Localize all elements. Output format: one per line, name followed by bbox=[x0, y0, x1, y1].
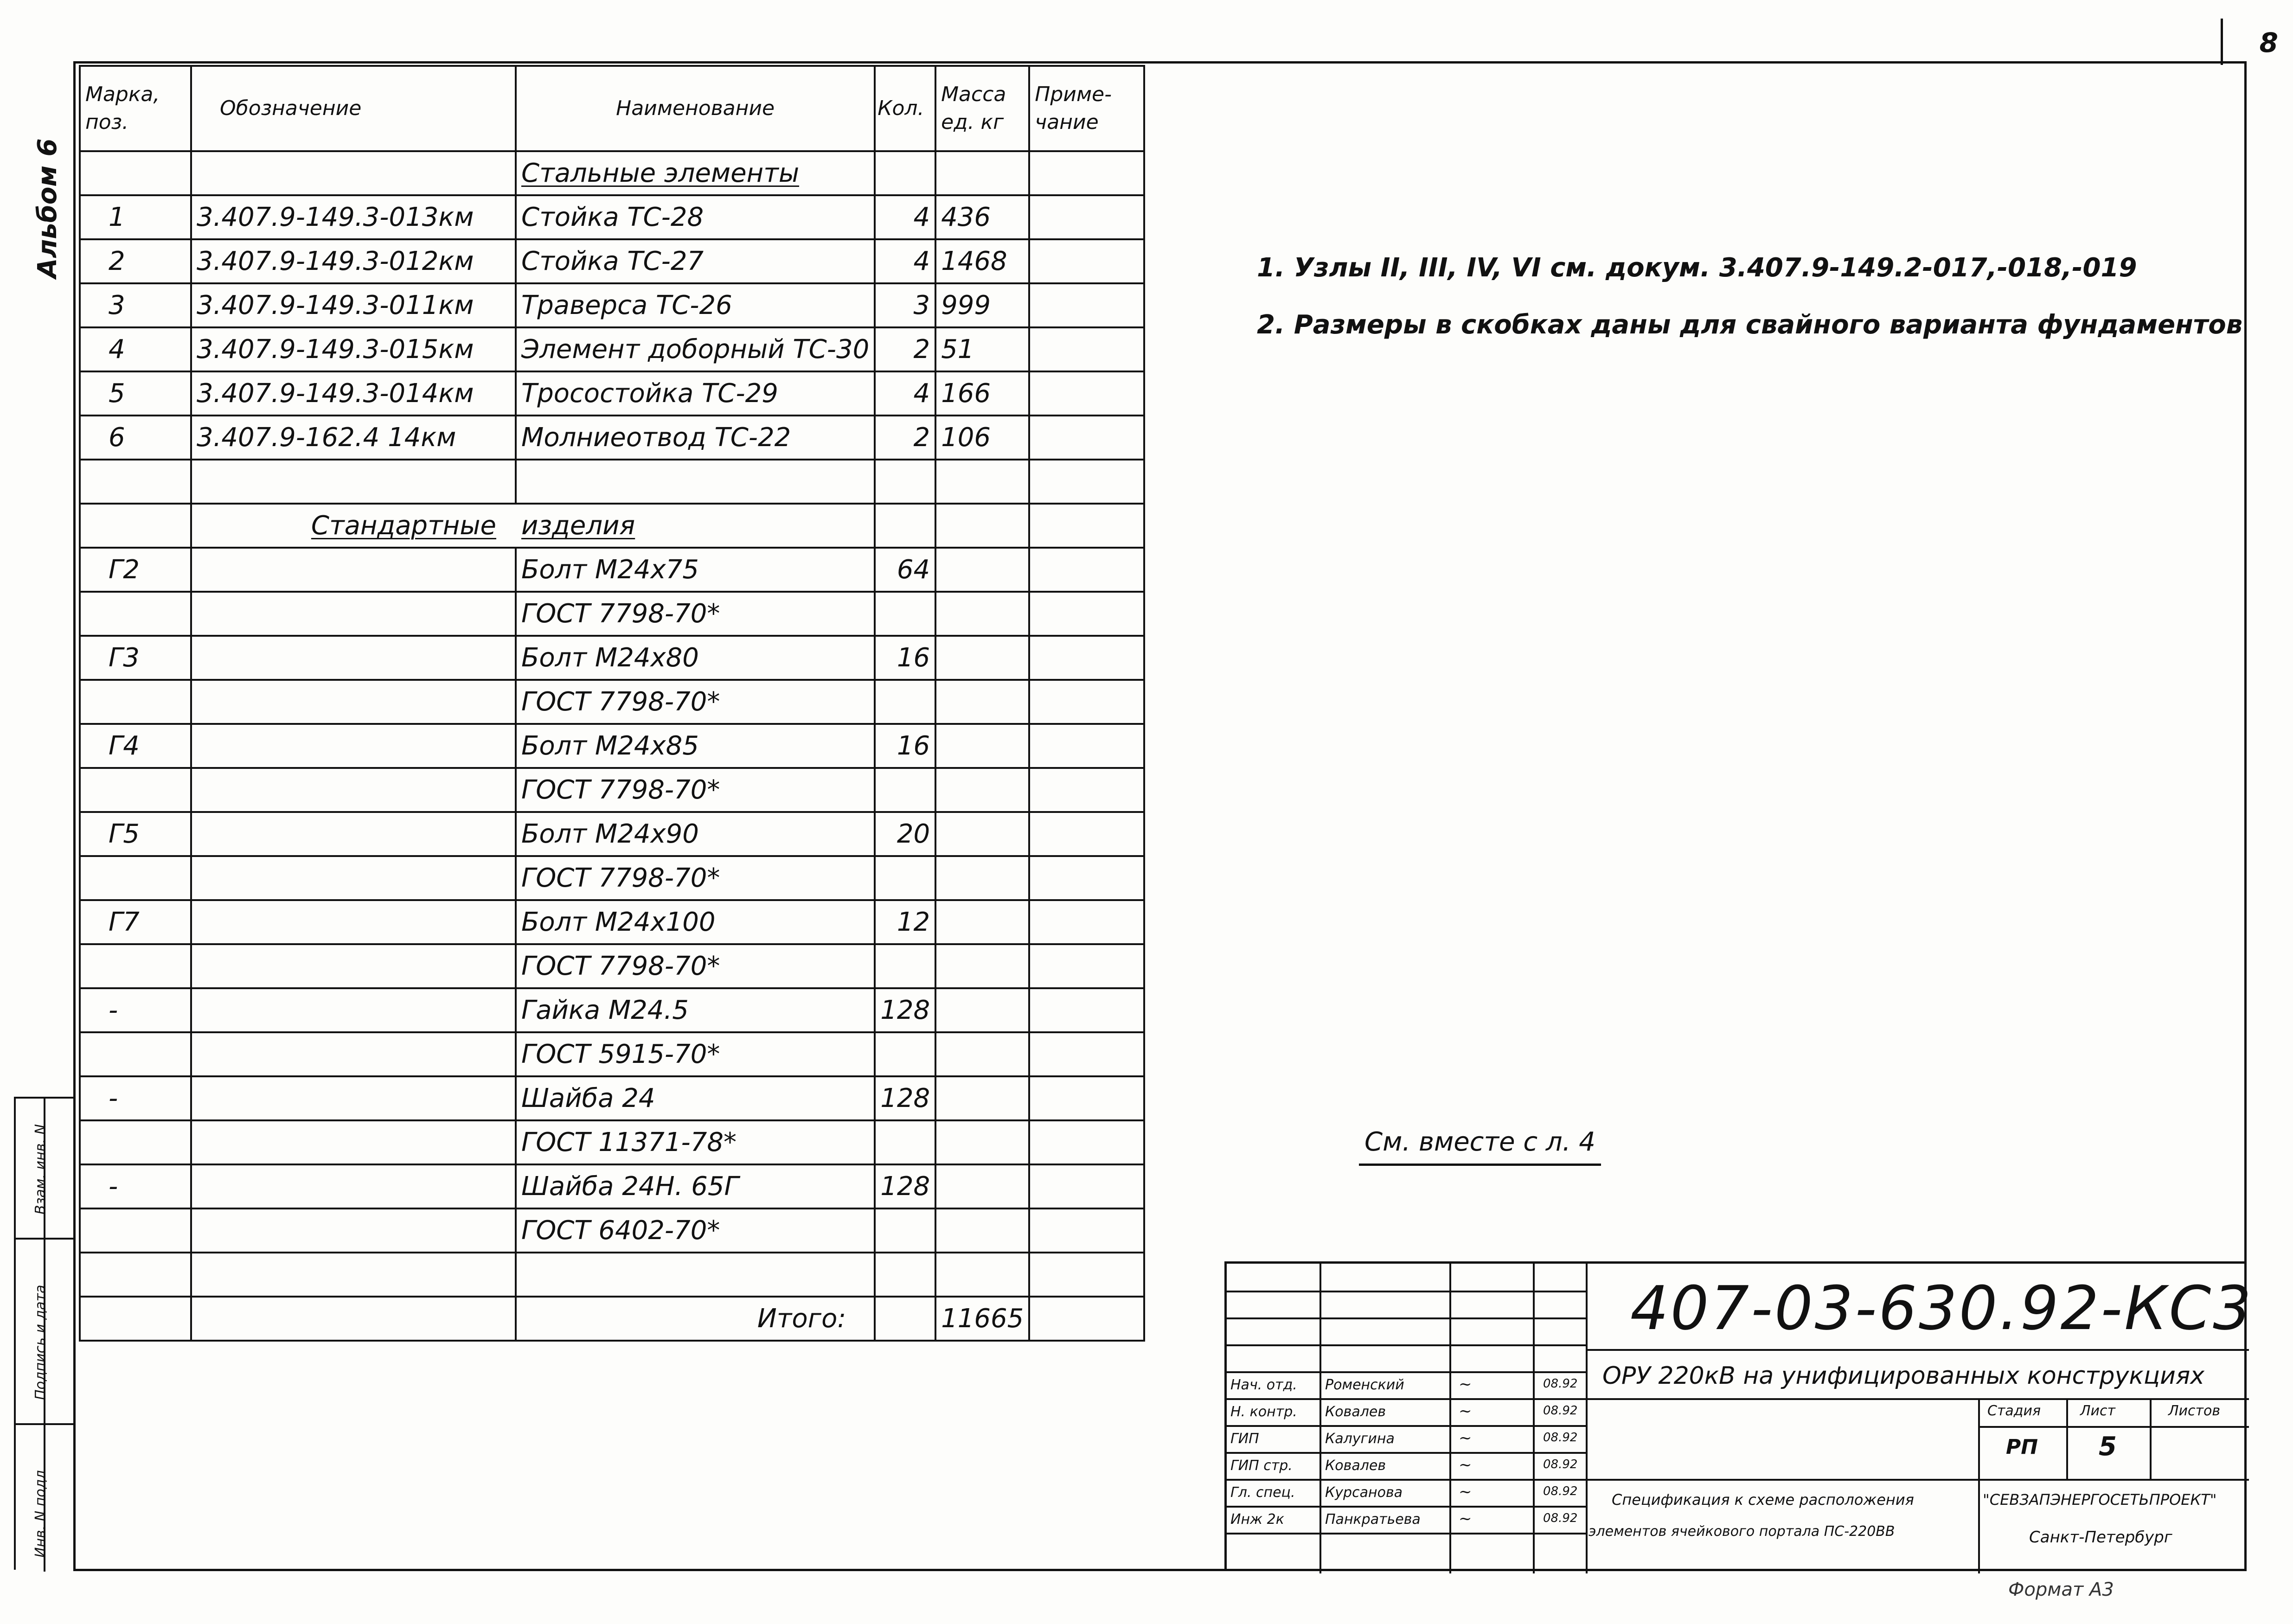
cell-qty bbox=[875, 856, 935, 900]
staff-date: 08.92 bbox=[1543, 1458, 1578, 1471]
tb-grid-line bbox=[1227, 1398, 1586, 1400]
table-row bbox=[80, 1076, 1144, 1120]
cell-designation bbox=[191, 636, 516, 680]
cell-designation bbox=[191, 768, 516, 812]
header-name: Наименование bbox=[516, 66, 875, 151]
drawing-title-line-1: Спецификация к схеме расположения bbox=[1612, 1491, 1914, 1509]
cell-designation bbox=[191, 1253, 516, 1297]
table-row bbox=[80, 1164, 1144, 1208]
organization-city: Санкт-Петербург bbox=[2029, 1528, 2172, 1547]
specification-table bbox=[79, 65, 1145, 1342]
cell-name: Тросостойка ТС-29 bbox=[516, 371, 875, 416]
cell-name: Гайка М24.5 bbox=[516, 988, 875, 1032]
table-row bbox=[80, 1253, 1144, 1297]
cell-qty: 128 bbox=[875, 1076, 935, 1120]
cell-name: Элемент доборный ТС-30 bbox=[516, 327, 875, 371]
header-mark: Марка, поз. bbox=[80, 66, 191, 151]
staff-name: Калугина bbox=[1325, 1431, 1395, 1447]
table-row bbox=[80, 680, 1144, 724]
cell-mark: - bbox=[80, 1076, 191, 1120]
cell-designation: Стандартные bbox=[191, 504, 516, 548]
cell-note bbox=[1029, 988, 1144, 1032]
cell-name: Молниеотвод ТС-22 bbox=[516, 416, 875, 460]
cell-name: Болт М24х90 bbox=[516, 812, 875, 856]
tb-grid-line bbox=[1227, 1533, 1586, 1534]
staff-signature: ~ bbox=[1459, 1375, 1472, 1394]
table-row bbox=[80, 812, 1144, 856]
cell-designation bbox=[191, 1120, 516, 1164]
cell-designation bbox=[191, 1032, 516, 1076]
table-body bbox=[80, 151, 1144, 1341]
cell-mass bbox=[935, 504, 1029, 548]
cell-designation bbox=[191, 724, 516, 768]
cell-mark bbox=[80, 1032, 191, 1076]
cell-designation bbox=[191, 151, 516, 195]
cell-mass bbox=[935, 812, 1029, 856]
cell-designation bbox=[191, 1164, 516, 1208]
cell-name: Стойка ТС-28 bbox=[516, 195, 875, 239]
table-row bbox=[80, 239, 1144, 283]
staff-signature: ~ bbox=[1459, 1509, 1472, 1528]
tb-grid-line bbox=[1586, 1479, 2249, 1481]
table-row bbox=[80, 768, 1144, 812]
cell-qty: 3 bbox=[875, 283, 935, 327]
cell-note bbox=[1029, 195, 1144, 239]
cell-name: Стальные элементы bbox=[516, 151, 875, 195]
sheet-number: 8 bbox=[2259, 27, 2278, 58]
cell-note bbox=[1029, 548, 1144, 592]
cell-mark: 1 bbox=[80, 195, 191, 239]
cell-mass bbox=[935, 724, 1029, 768]
cell-qty bbox=[875, 592, 935, 636]
cell-mark: 2 bbox=[80, 239, 191, 283]
cell-qty: 12 bbox=[875, 900, 935, 944]
cell-note bbox=[1029, 592, 1144, 636]
cell-note bbox=[1029, 944, 1144, 988]
cell-name bbox=[516, 460, 875, 504]
cell-mark: 4 bbox=[80, 327, 191, 371]
cell-mass bbox=[935, 988, 1029, 1032]
table-row bbox=[80, 1297, 1144, 1341]
cell-designation bbox=[191, 680, 516, 724]
cell-name: ГОСТ 5915-70* bbox=[516, 1032, 875, 1076]
cell-name: Шайба 24Н. 65Г bbox=[516, 1164, 875, 1208]
staff-role: Инж 2к bbox=[1230, 1511, 1284, 1528]
tb-grid-line bbox=[2066, 1398, 2068, 1479]
staff-name: Ковалев bbox=[1325, 1404, 1386, 1420]
side-stamp bbox=[14, 1097, 73, 1570]
cell-mass: 106 bbox=[935, 416, 1029, 460]
cell-name: ГОСТ 7798-70* bbox=[516, 944, 875, 988]
staff-signature: ~ bbox=[1459, 1402, 1472, 1420]
table-row bbox=[80, 724, 1144, 768]
cell-mark bbox=[80, 680, 191, 724]
tb-grid-line bbox=[1227, 1452, 1586, 1454]
table-row bbox=[80, 371, 1144, 416]
cell-note bbox=[1029, 680, 1144, 724]
cell-mark bbox=[80, 1120, 191, 1164]
note-2: 2. Размеры в скобках даны для свайного варианта фундаментов bbox=[1257, 310, 2243, 340]
cell-mass bbox=[935, 548, 1029, 592]
cell-name: ГОСТ 7798-70* bbox=[516, 592, 875, 636]
cell-qty bbox=[875, 1032, 935, 1076]
cell-mark: Г4 bbox=[80, 724, 191, 768]
format-label: Формат А3 bbox=[2008, 1579, 2114, 1600]
staff-role: Н. контр. bbox=[1230, 1404, 1297, 1420]
table-row bbox=[80, 1120, 1144, 1164]
staff-role: Нач. отд. bbox=[1230, 1377, 1297, 1393]
cell-mass bbox=[935, 151, 1029, 195]
cell-qty: 16 bbox=[875, 636, 935, 680]
cell-note bbox=[1029, 1032, 1144, 1076]
staff-date: 08.92 bbox=[1543, 1484, 1578, 1498]
tb-grid-line bbox=[1533, 1264, 1535, 1573]
cell-designation bbox=[191, 1297, 516, 1341]
tb-grid-line bbox=[1449, 1264, 1451, 1573]
cell-name: Итого: bbox=[516, 1297, 875, 1341]
cell-note bbox=[1029, 636, 1144, 680]
cell-mass bbox=[935, 460, 1029, 504]
cell-mark: 3 bbox=[80, 283, 191, 327]
cell-name: Болт М24х100 bbox=[516, 900, 875, 944]
cell-designation bbox=[191, 900, 516, 944]
side-stamp-separator bbox=[16, 1238, 75, 1240]
album-label: Альбом 6 bbox=[32, 138, 63, 278]
table-row bbox=[80, 327, 1144, 371]
title-block bbox=[1224, 1261, 2253, 1571]
tb-grid-line bbox=[1227, 1425, 1586, 1427]
sheet-value: 5 bbox=[2099, 1432, 2117, 1462]
cell-mark bbox=[80, 856, 191, 900]
cell-name: Траверса ТС-26 bbox=[516, 283, 875, 327]
cell-name: Стойка ТС-27 bbox=[516, 239, 875, 283]
cell-mark bbox=[80, 1297, 191, 1341]
tb-grid-line bbox=[1227, 1479, 1586, 1481]
cell-mass bbox=[935, 768, 1029, 812]
cell-mark bbox=[80, 1208, 191, 1253]
header-designation: Обозначение bbox=[191, 66, 516, 151]
cell-mass bbox=[935, 856, 1029, 900]
table-row bbox=[80, 636, 1144, 680]
cell-mass: 436 bbox=[935, 195, 1029, 239]
cell-note bbox=[1029, 1297, 1144, 1341]
cell-name: изделия bbox=[516, 504, 875, 548]
cell-qty bbox=[875, 1297, 935, 1341]
tb-grid-line bbox=[1586, 1264, 1588, 1573]
table-row bbox=[80, 592, 1144, 636]
staff-date: 08.92 bbox=[1543, 1404, 1578, 1418]
cell-mark bbox=[80, 460, 191, 504]
stage-value: РП bbox=[2006, 1435, 2038, 1459]
cell-note bbox=[1029, 416, 1144, 460]
staff-name: Курсанова bbox=[1325, 1484, 1403, 1501]
staff-name: Панкратьева bbox=[1325, 1511, 1421, 1528]
staff-name: Ковалев bbox=[1325, 1458, 1386, 1474]
cell-mark bbox=[80, 592, 191, 636]
cell-mark: Г3 bbox=[80, 636, 191, 680]
cell-designation bbox=[191, 460, 516, 504]
cell-mass bbox=[935, 1208, 1029, 1253]
cell-mass: 11665 bbox=[935, 1297, 1029, 1341]
cell-note bbox=[1029, 1076, 1144, 1120]
cell-designation bbox=[191, 988, 516, 1032]
organization-name: "СЕВЗАПЭНЕРГОСЕТЬПРОЕКТ" bbox=[1983, 1491, 2217, 1509]
cell-note bbox=[1029, 1208, 1144, 1253]
cell-name bbox=[516, 1253, 875, 1297]
header-mass: Масса ед. кг bbox=[935, 66, 1029, 151]
object-name: ОРУ 220кВ на унифицированных конструкциях bbox=[1602, 1362, 2204, 1390]
cell-name: ГОСТ 6402-70* bbox=[516, 1208, 875, 1253]
cell-name: ГОСТ 7798-70* bbox=[516, 680, 875, 724]
note-1: 1. Узлы II, III, IV, VI см. докум. 3.407.9-149.2-017,-018,-019 bbox=[1257, 253, 2137, 283]
see-together-note: См. вместе с л. 4 bbox=[1359, 1127, 1601, 1166]
cell-mass bbox=[935, 1076, 1029, 1120]
table-row bbox=[80, 1208, 1144, 1253]
cell-designation bbox=[191, 548, 516, 592]
cell-mass bbox=[935, 1032, 1029, 1076]
staff-date: 08.92 bbox=[1543, 1431, 1578, 1445]
cell-note bbox=[1029, 1120, 1144, 1164]
cell-designation bbox=[191, 1076, 516, 1120]
cell-mass: 999 bbox=[935, 283, 1029, 327]
cell-qty: 4 bbox=[875, 371, 935, 416]
cell-mark bbox=[80, 504, 191, 548]
cell-note bbox=[1029, 812, 1144, 856]
cell-note bbox=[1029, 371, 1144, 416]
cell-mark: Г2 bbox=[80, 548, 191, 592]
cell-note bbox=[1029, 239, 1144, 283]
table-row bbox=[80, 1032, 1144, 1076]
table-row bbox=[80, 856, 1144, 900]
table-row bbox=[80, 900, 1144, 944]
side-stamp-label-replaced-inv: Взам. инв. N bbox=[32, 1124, 49, 1215]
cell-designation: 3.407.9-149.3-012км bbox=[191, 239, 516, 283]
cell-qty: 128 bbox=[875, 1164, 935, 1208]
staff-date: 08.92 bbox=[1543, 1511, 1578, 1525]
tb-grid-line bbox=[2150, 1398, 2152, 1479]
cell-qty: 20 bbox=[875, 812, 935, 856]
staff-name: Роменский bbox=[1325, 1377, 1404, 1393]
staff-signature: ~ bbox=[1459, 1483, 1472, 1501]
sheet-label: Лист bbox=[2080, 1403, 2116, 1419]
cell-note bbox=[1029, 1253, 1144, 1297]
table-row bbox=[80, 504, 1144, 548]
cell-name: ГОСТ 7798-70* bbox=[516, 856, 875, 900]
cell-mass bbox=[935, 680, 1029, 724]
staff-role: Гл. спец. bbox=[1230, 1484, 1295, 1501]
cell-qty bbox=[875, 944, 935, 988]
cell-name: Болт М24х85 bbox=[516, 724, 875, 768]
cell-mark: 5 bbox=[80, 371, 191, 416]
staff-signature: ~ bbox=[1459, 1456, 1472, 1474]
side-stamp-separator bbox=[16, 1423, 75, 1425]
cell-note bbox=[1029, 900, 1144, 944]
cell-designation: 3.407.9-149.3-013км bbox=[191, 195, 516, 239]
table-row bbox=[80, 460, 1144, 504]
table-row bbox=[80, 988, 1144, 1032]
cell-note bbox=[1029, 151, 1144, 195]
cell-note bbox=[1029, 768, 1144, 812]
cell-name: Шайба 24 bbox=[516, 1076, 875, 1120]
tb-grid-line bbox=[1227, 1506, 1586, 1508]
cell-mark bbox=[80, 944, 191, 988]
cell-qty: 64 bbox=[875, 548, 935, 592]
cell-qty: 4 bbox=[875, 239, 935, 283]
staff-signature: ~ bbox=[1459, 1429, 1472, 1447]
table-row bbox=[80, 195, 1144, 239]
cell-mark: - bbox=[80, 988, 191, 1032]
cell-qty bbox=[875, 460, 935, 504]
side-stamp-label-signature-date: Подпись и дата bbox=[32, 1285, 49, 1400]
table-row bbox=[80, 548, 1144, 592]
staff-role: ГИП стр. bbox=[1230, 1458, 1293, 1474]
cell-mark: Г7 bbox=[80, 900, 191, 944]
header-qty: Кол. bbox=[875, 66, 935, 151]
cell-mass bbox=[935, 1253, 1029, 1297]
cell-qty: 16 bbox=[875, 724, 935, 768]
cell-qty bbox=[875, 1253, 935, 1297]
table-header-row bbox=[80, 66, 1144, 151]
stage-label: Стадия bbox=[1987, 1403, 2041, 1419]
sheets-label: Листов bbox=[2168, 1403, 2221, 1419]
cell-designation: 3.407.9-162.4 14км bbox=[191, 416, 516, 460]
cell-qty bbox=[875, 1208, 935, 1253]
cell-name: Болт М24х80 bbox=[516, 636, 875, 680]
cell-mass bbox=[935, 900, 1029, 944]
cell-mark bbox=[80, 1253, 191, 1297]
cell-qty bbox=[875, 768, 935, 812]
cell-mass bbox=[935, 1164, 1029, 1208]
cell-name: ГОСТ 11371-78* bbox=[516, 1120, 875, 1164]
cell-qty bbox=[875, 151, 935, 195]
table-row bbox=[80, 151, 1144, 195]
sheet-number-divider bbox=[2221, 19, 2223, 65]
cell-name: Болт М24х75 bbox=[516, 548, 875, 592]
cell-designation: 3.407.9-149.3-011км bbox=[191, 283, 516, 327]
tb-grid-line bbox=[1586, 1349, 2249, 1351]
header-note: Приме- чание bbox=[1029, 66, 1144, 151]
cell-mass: 51 bbox=[935, 327, 1029, 371]
cell-name: ГОСТ 7798-70* bbox=[516, 768, 875, 812]
cell-mass: 1468 bbox=[935, 239, 1029, 283]
tb-grid-line bbox=[1319, 1264, 1321, 1573]
cell-qty: 2 bbox=[875, 327, 935, 371]
cell-note bbox=[1029, 327, 1144, 371]
cell-mark bbox=[80, 151, 191, 195]
cell-mass bbox=[935, 636, 1029, 680]
cell-qty bbox=[875, 680, 935, 724]
cell-mark: 6 bbox=[80, 416, 191, 460]
cell-note bbox=[1029, 283, 1144, 327]
cell-qty: 2 bbox=[875, 416, 935, 460]
cell-note bbox=[1029, 856, 1144, 900]
cell-qty bbox=[875, 504, 935, 548]
cell-mass bbox=[935, 592, 1029, 636]
cell-qty bbox=[875, 1120, 935, 1164]
table-row bbox=[80, 283, 1144, 327]
tb-grid-line bbox=[1227, 1317, 1586, 1319]
cell-designation bbox=[191, 1208, 516, 1253]
cell-mark: Г5 bbox=[80, 812, 191, 856]
tb-grid-line bbox=[1227, 1344, 1586, 1346]
cell-note bbox=[1029, 724, 1144, 768]
tb-grid-line bbox=[1227, 1371, 1586, 1373]
cell-mass bbox=[935, 1120, 1029, 1164]
cell-designation bbox=[191, 812, 516, 856]
tb-grid-line bbox=[1227, 1291, 1586, 1292]
cell-mass: 166 bbox=[935, 371, 1029, 416]
cell-note bbox=[1029, 460, 1144, 504]
cell-mark bbox=[80, 768, 191, 812]
table-row bbox=[80, 416, 1144, 460]
cell-designation bbox=[191, 856, 516, 900]
cell-note bbox=[1029, 504, 1144, 548]
document-code: 407-03-630.92-КС3 bbox=[1630, 1273, 2253, 1343]
staff-role: ГИП bbox=[1230, 1431, 1259, 1447]
cell-note bbox=[1029, 1164, 1144, 1208]
cell-mass bbox=[935, 944, 1029, 988]
tb-grid-line bbox=[1978, 1398, 1980, 1573]
drawing-title-line-2: элементов ячейкового портала ПС-220ВВ bbox=[1588, 1523, 1895, 1540]
cell-qty: 128 bbox=[875, 988, 935, 1032]
side-stamp-label-original-inv: Инв. N подл bbox=[32, 1470, 49, 1558]
cell-designation: 3.407.9-149.3-015км bbox=[191, 327, 516, 371]
table-row bbox=[80, 944, 1144, 988]
cell-designation bbox=[191, 592, 516, 636]
tb-grid-line bbox=[1978, 1426, 2249, 1428]
cell-mark: - bbox=[80, 1164, 191, 1208]
cell-designation bbox=[191, 944, 516, 988]
cell-qty: 4 bbox=[875, 195, 935, 239]
staff-date: 08.92 bbox=[1543, 1377, 1578, 1391]
cell-designation: 3.407.9-149.3-014км bbox=[191, 371, 516, 416]
